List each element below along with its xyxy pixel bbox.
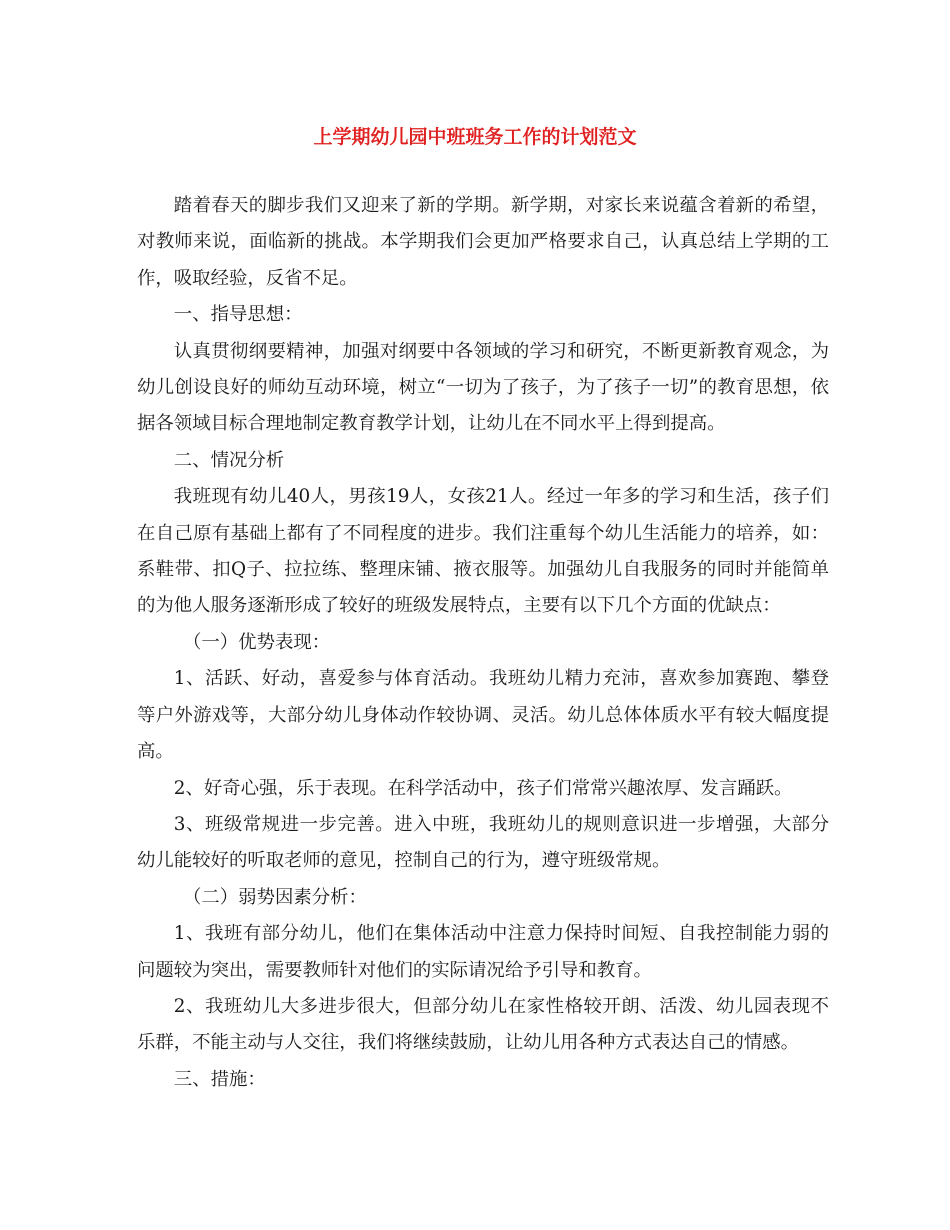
document-body: [137, 188, 829, 1098]
strength-item-1: 1、活跃、好动，喜爱参与体育活动。我班幼儿精力充沛，喜欢参加赛跑、攀登等户外游戏等，大部分幼儿身体动作较协调、灵活。幼儿总体体质水平有较大幅度提高。: [137, 668, 829, 763]
weakness-item-2: 2、我班幼儿大多进步很大，但部分幼儿在家性格较开朗、活泼、幼儿园表现不乐群，不能主动与人交往，我们将继续鼓励，让幼儿用各种方式表达自己的情感。: [137, 995, 829, 1054]
section-heading-measures: 三、措施：: [173, 1068, 266, 1090]
section-heading-situation-analysis: 二、情况分析: [173, 449, 285, 471]
subheading-strengths: （一）优势表现：: [183, 631, 331, 653]
guiding-ideas-paragraph: 认真贯彻纲要精神，加强对纲要中各领域的学习和研究，不断更新教育观念，为幼儿创设良好的师幼互动环境，树立“一切为了孩子，为了孩子一切”的教育思想，依据各领域目标合理地制定教育教学计划，让幼儿在不同水平上得到提高。: [137, 340, 829, 435]
weakness-item-1: 1、我班有部分幼儿，他们在集体活动中注意力保持时间短、自我控制能力弱的问题较为突出，需要教师针对他们的实际请况给予引导和教育。: [137, 923, 829, 981]
strength-item-3: 3、班级常规进一步完善。进入中班，我班幼儿的规则意识进一步增强，大部分幼儿能较好的听取老师的意见，控制自己的行为，遵守班级常规。: [137, 813, 829, 872]
strength-item-2: 2、好奇心强，乐于表现。在科学活动中，孩子们常常兴趣浓厚、发言踊跃。: [173, 777, 793, 799]
document-title: 上学期幼儿园中班班务工作的计划范文: [313, 126, 637, 148]
situation-analysis-paragraph: 我班现有幼儿40人，男孩19人，女孩21人。经过一年多的学习和生活，孩子们在自己原有基础上都有了不同程度的进步。我们注重每个幼儿生活能力的培养，如：系鞋带、扣Q子、拉拉练、整理床铺、掖衣服等。加强幼儿自我服务的同时并能简单的为他人服务逐渐形成了较好的班级发展特点，主要有以下几个方面的优缺点：: [137, 486, 829, 617]
intro-paragraph: 踏着春天的脚步我们又迎来了新的学期。新学期，对家长来说蕴含着新的希望，对教师来说，面临新的挑战。本学期我们会更加严格要求自己，认真总结上学期的工作，吸取经验，反省不足。: [137, 195, 829, 289]
subheading-weaknesses: （二）弱势因素分析：: [183, 886, 367, 908]
section-heading-guiding-ideas: 一、指导思想：: [173, 304, 303, 326]
